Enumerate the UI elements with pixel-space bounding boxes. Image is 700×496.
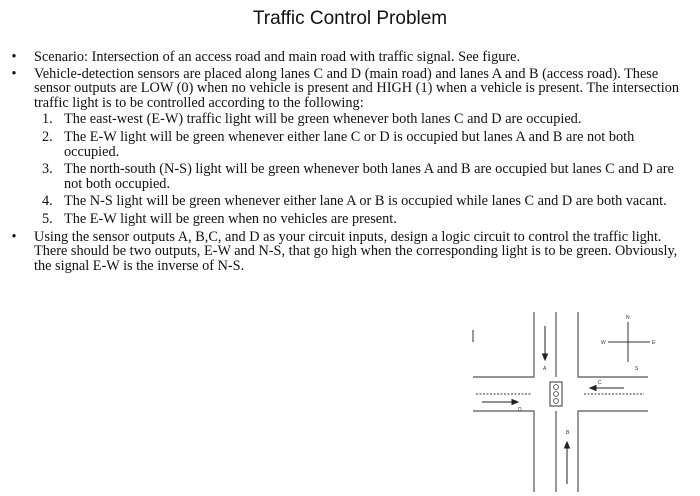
condition-text: The E-W light will be green whenever either lane C or D is occupied but lanes A and B are not both occupied. (64, 128, 635, 160)
condition-item (8, 162, 692, 191)
lane-d-label: D (518, 407, 522, 413)
bullet-sensors (8, 67, 692, 111)
arrow-lane-c (590, 386, 624, 391)
sensors-text: Vehicle-detection sensors are placed along lanes C and D (main road) and lanes A and B (access road). These sensor outputs are LOW (0) when no vehicle is present and HIGH (1) when a vehicle is present. The intersection traffic light is to be controlled according to the following: (34, 65, 680, 111)
arrow-lane-b (565, 442, 570, 484)
condition-item (8, 212, 692, 227)
bullet-marker: • (11, 49, 17, 65)
condition-text: The east-west (E-W) traffic light will be green whenever both lanes C and D are occupied. (64, 111, 582, 128)
condition-item (8, 112, 692, 127)
lane-c-label: C (598, 380, 602, 386)
compass-n-label: N (626, 315, 630, 321)
compass-icon (608, 322, 650, 362)
conditions-list (8, 112, 692, 226)
bullet-marker: • (11, 65, 17, 82)
condition-text: The N-S light will be green whenever either lane A or B is occupied while lanes C and D are both vacant. (64, 193, 667, 210)
condition-text: The E-W light will be green when no vehicles are present. (64, 210, 397, 227)
task-text: Using the sensor outputs A, B,C, and D as your circuit inputs, design a logic circuit to control the traffic light. There should be two outputs, E-W and N-S, that go high when the corresponding light is to be green. Obviously, the signal E-W is the inverse of N-S. (34, 228, 678, 274)
condition-text: The north-south (N-S) light will be green whenever both lanes A and B are occupied but lanes C and D are not both occupied. (64, 161, 674, 192)
condition-number: 1. (42, 111, 53, 128)
bullet-scenario (8, 50, 692, 65)
bullet-task (8, 230, 692, 274)
bullet-marker: • (11, 228, 17, 245)
scenario-text: Scenario: Intersection of an access road and main road with traffic signal. See figure. (34, 49, 521, 65)
condition-number: 5. (42, 210, 53, 227)
condition-number: 2. (42, 128, 53, 145)
page-title: Traffic Control Problem (252, 8, 448, 29)
compass-e-label: E (652, 340, 656, 346)
lane-a-label: A (543, 366, 547, 372)
arrow-lane-d (482, 400, 518, 405)
condition-number: 4. (42, 193, 53, 210)
compass-s-label: S (635, 366, 639, 372)
arrow-lane-a (543, 326, 548, 360)
traffic-light-icon (550, 382, 562, 406)
condition-item (8, 194, 692, 209)
compass-w-label: W (601, 340, 606, 346)
intersection-diagram (468, 312, 690, 492)
lane-b-label: B (566, 430, 570, 436)
condition-item (8, 130, 692, 159)
document-body (8, 50, 692, 275)
condition-number: 3. (42, 161, 53, 178)
